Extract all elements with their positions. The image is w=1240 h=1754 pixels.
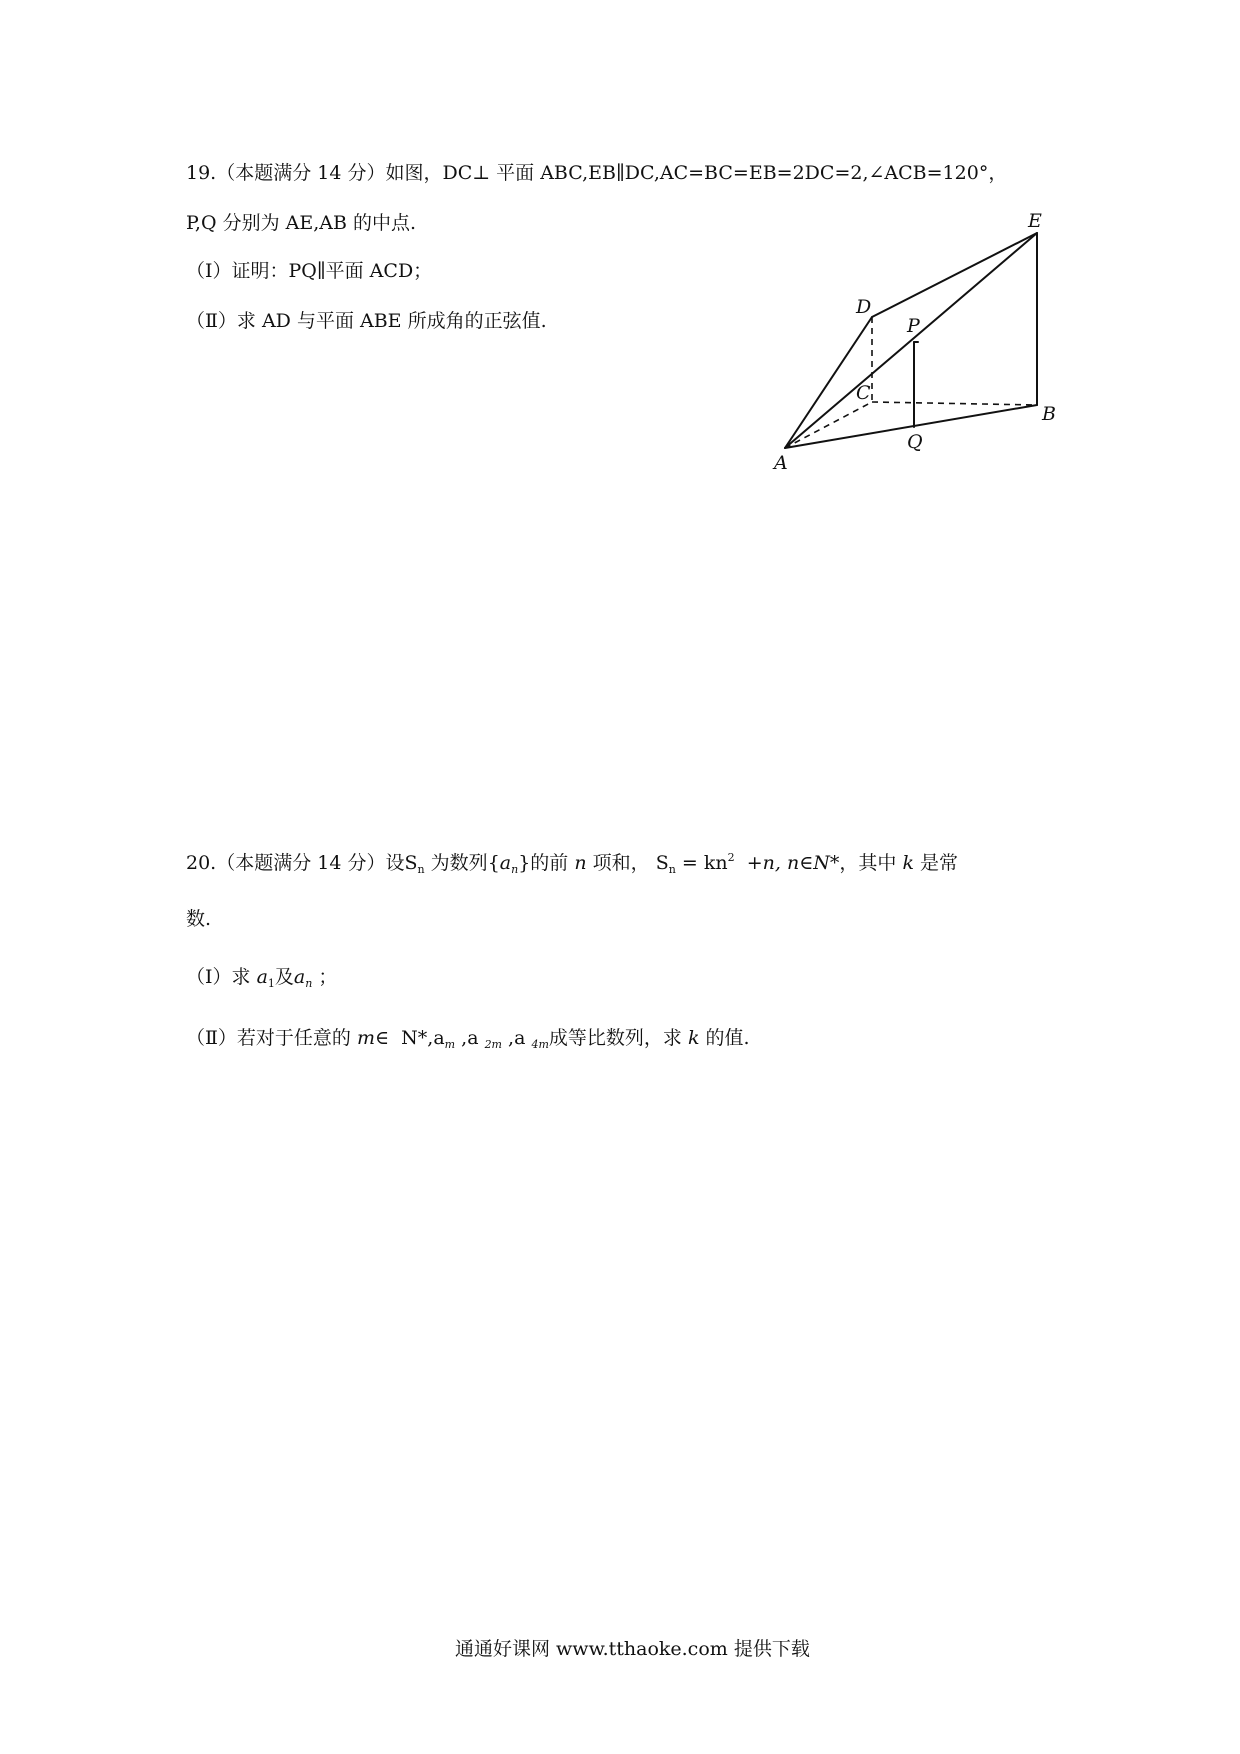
label-C: C (856, 382, 871, 404)
q20-p1-a1: a (256, 966, 268, 988)
q20-p2-end: 的值. (705, 1027, 750, 1049)
q20-p1-label: （I）求 (186, 966, 251, 988)
q20-part-2 (186, 1029, 750, 1050)
q20-k: k (902, 852, 914, 874)
figure-solid-edges (785, 233, 1037, 448)
q20-n-in-nstar: n∈N* (786, 852, 840, 874)
q20-text-seq: 为数列 (430, 852, 488, 874)
q20-S2: S (655, 852, 669, 874)
q20-p1-and: 及 (274, 966, 294, 988)
q20-text-sum: 项和， (592, 852, 650, 874)
label-E: E (1028, 210, 1042, 232)
q20-p2-nstar: N*, (401, 1027, 434, 1049)
q19-part-1: （Ⅰ）证明：PQ∥平面 ACD； (186, 260, 433, 282)
q20-p2-k: k (687, 1027, 700, 1049)
label-B: B (1042, 403, 1056, 425)
q19-stem-line-1 (186, 164, 1007, 183)
q20-p2-m-in: m∈ (356, 1027, 390, 1049)
q20-S: S (404, 852, 418, 874)
q20-p1-sub-1: 1 (267, 977, 275, 990)
q20-text-set: 设 (385, 852, 405, 874)
edge-AE (785, 233, 1037, 448)
q20-p2-am: a (433, 1027, 445, 1049)
q20-p2-geo: 成等比数列，求 (548, 1027, 682, 1049)
q20-S2-sub-n: n (668, 863, 676, 876)
q20-n: n (574, 852, 587, 874)
q20-number: 20. (186, 852, 217, 874)
q20-part-1 (186, 968, 337, 989)
q20-plus-n: +n, (746, 852, 781, 874)
q20-p2-comma-1: , (461, 1027, 468, 1049)
q20-points: （本题满分 14 分） (216, 852, 386, 874)
q20-rbrace: } (518, 852, 531, 874)
q20-text-where: ，其中 (839, 852, 897, 874)
q20-p2-label: （Ⅱ）若对于任意的 (186, 1027, 351, 1049)
q19-number: 19. (186, 162, 217, 184)
q20-p2-comma-2: , (508, 1027, 515, 1049)
q20-text-first: 的前 (530, 852, 569, 874)
label-P: P (907, 315, 920, 337)
q19-part-2: （Ⅱ）求 AD 与平面 ABE 所成角的正弦值. (186, 310, 547, 332)
label-D: D (856, 296, 872, 318)
edge-CB-hidden (872, 402, 1037, 405)
q20-a-sub-n: n (511, 863, 519, 876)
q20-stem-line-2: 数. (186, 908, 212, 930)
q19-geometry-figure (770, 205, 1070, 475)
q20-squared: 2 (727, 851, 735, 864)
q20-sub-n: n (417, 863, 425, 876)
q20-lbrace: { (487, 852, 500, 874)
q19-points: （本题满分 14 分） (216, 162, 386, 184)
q19-stem-a: 如图，DC⊥ 平面 ABC,EB∥DC,AC=BC=EB=2DC=2,∠ACB=120°， (385, 162, 1008, 184)
q20-text-const: 是常 (920, 852, 959, 874)
page-footer: 通通好课网 www.tthaoke.com 提供下载 (455, 1638, 810, 1660)
q20-p1-an: a (293, 966, 306, 988)
label-Q: Q (907, 431, 923, 453)
q20-stem-line-1 (186, 852, 958, 875)
q20-p2-sub-m: m (444, 1038, 456, 1051)
label-A: A (774, 452, 788, 474)
q20-p2-a4m: a (514, 1027, 526, 1049)
q20-p2-sub-4m: 4m (531, 1038, 549, 1051)
q20-a: a (499, 852, 512, 874)
q19-stem-line-2: P,Q 分别为 AE,AB 的中点. (186, 212, 417, 234)
q20-p2-sub-2m: 2m (484, 1038, 502, 1051)
q20-p1-end: ； (318, 966, 338, 988)
q20-p2-a2m: a (467, 1027, 479, 1049)
q20-p1-sub-n: n (305, 977, 313, 990)
q20-eq: = kn (681, 852, 728, 874)
